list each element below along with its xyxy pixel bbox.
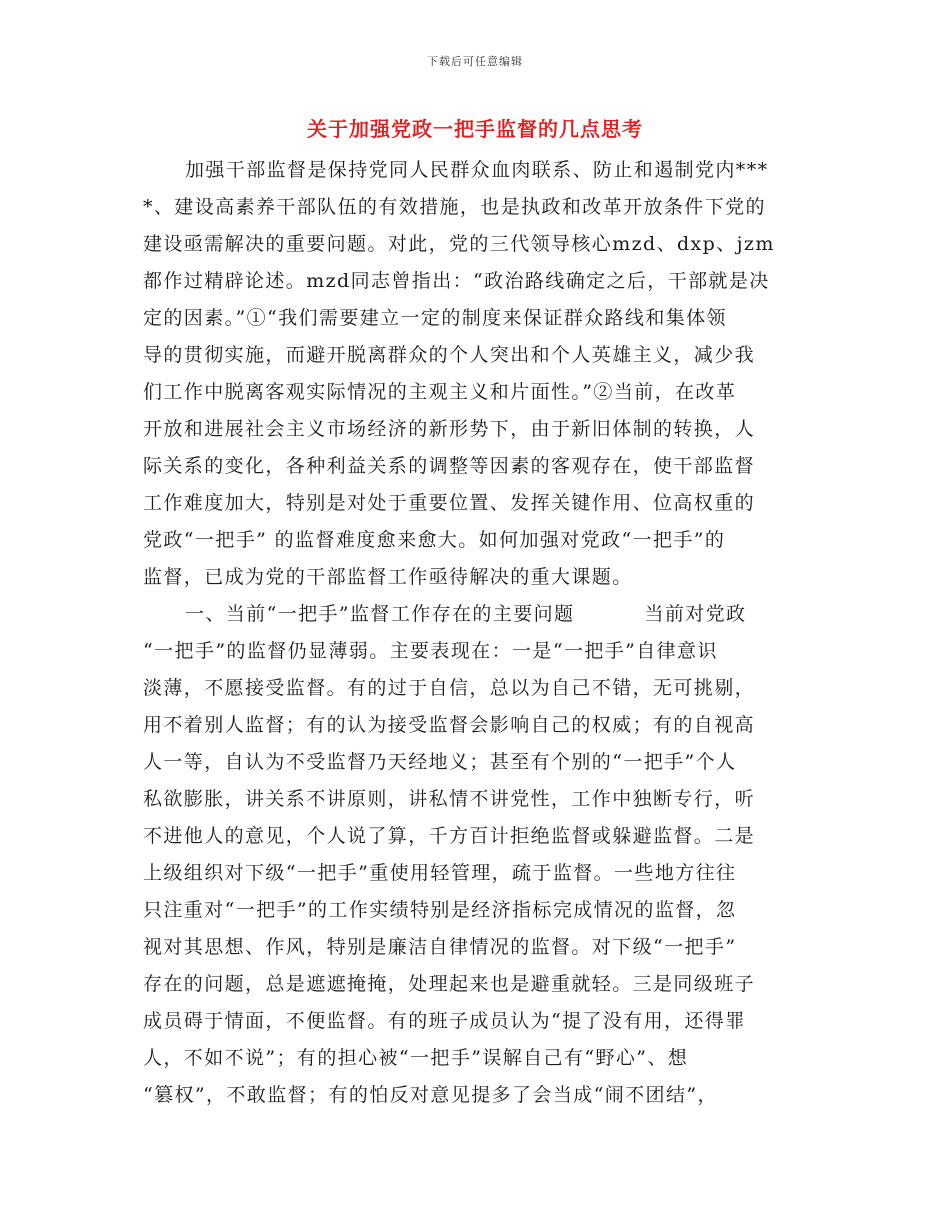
paragraph-line: 定的因素。”①“我们需要建立一定的制度来保证群众路线和集体领 [143,307,727,329]
paragraph-line: *、建设高素养干部队伍的有效措施，也是执政和改革开放条件下党的 [143,196,766,218]
section-heading-tail: 当前对党政 [644,603,747,625]
paragraph-line: 建设亟需解决的重要问题。对此，党的三代领导核心mzd、dxp、jzm [143,233,775,255]
paragraph-line: 们工作中脱离客观实际情况的主观主义和片面性。”②当前，在改革 [143,381,737,403]
paragraph-line: “篡权”，不敢监督；有的怕反对意见提多了会当成“闹不团结”， [143,1084,718,1106]
paragraph-line: 导的贯彻实施，而避开脱离群众的个人突出和个人英雄主义，减少我 [143,344,756,366]
paragraph-line: 开放和进展社会主义市场经济的新形势下，由于新旧体制的转换，人 [143,418,756,440]
paragraph-line: 工作难度加大，特别是对处于重要位置、发挥关键作用、位高权重的 [143,492,756,514]
paragraph-line: 淡薄，不愿接受监督。有的过于自信，总以为自己不错，无可挑剔， [143,677,756,699]
paragraph-line: 上级组织对下级“一把手”重使用轻管理，疏于监督。一些地方往往 [143,862,737,884]
section-heading: 一、当前“一把手”监督工作存在的主要问题 [185,603,575,625]
paragraph-line: 人一等，自认为不受监督乃天经地义；甚至有个别的“一把手”个人 [143,751,737,773]
paragraph-line: 党政“一把手” 的监督难度愈来愈大。如何加强对党政“一把手”的 [143,529,726,551]
paragraph-line: 不进他人的意见，个人说了算，千方百计拒绝监督或躲避监督。二是 [143,825,756,847]
paragraph-line: 都作过精辟论述。mzd同志曾指出：“政治路线确定之后，干部就是决 [143,270,770,292]
document-body [143,152,809,1114]
paragraph-line: “一把手”的监督仍显薄弱。主要表现在：一是“一把手”自律意识 [143,640,718,662]
paragraph-line: 监督，已成为党的干部监督工作亟待解决的重大课题。 [143,566,633,588]
paragraph-line: 成员碍于情面，不便监督。有的班子成员认为“提了没有用，还得罪 [143,1010,746,1032]
paragraph-line: 人，不如不说”；有的担心被“一把手”误解自己有“野心”、想 [143,1047,689,1069]
paragraph-line: 只注重对“一把手”的工作实绩特别是经济指标完成情况的监督，忽 [143,899,737,921]
document-title: 关于加强党政一把手监督的几点思考 [307,117,643,141]
section-heading-line [143,596,809,633]
paragraph-line: 视对其思想、作风，特别是廉洁自律情况的监督。对下级“一把手” [143,936,737,958]
paragraph-line: 私欲膨胀，讲关系不讲原则，讲私情不讲党性，工作中独断专行，听 [143,788,756,810]
paragraph-line: 存在的问题，总是遮遮掩掩，处理起来也是避重就轻。三是同级班子 [143,973,756,995]
paragraph-line: 用不着别人监督；有的认为接受监督会影响自己的权威；有的自视高 [143,714,756,736]
header-note: 下载后可任意编辑 [427,55,523,68]
paragraph-line: 加强干部监督是保持党同人民群众血肉联系、防止和遏制党内*** [185,159,769,181]
paragraph-line: 际关系的变化，各种利益关系的调整等因素的客观存在，使干部监督 [143,455,756,477]
